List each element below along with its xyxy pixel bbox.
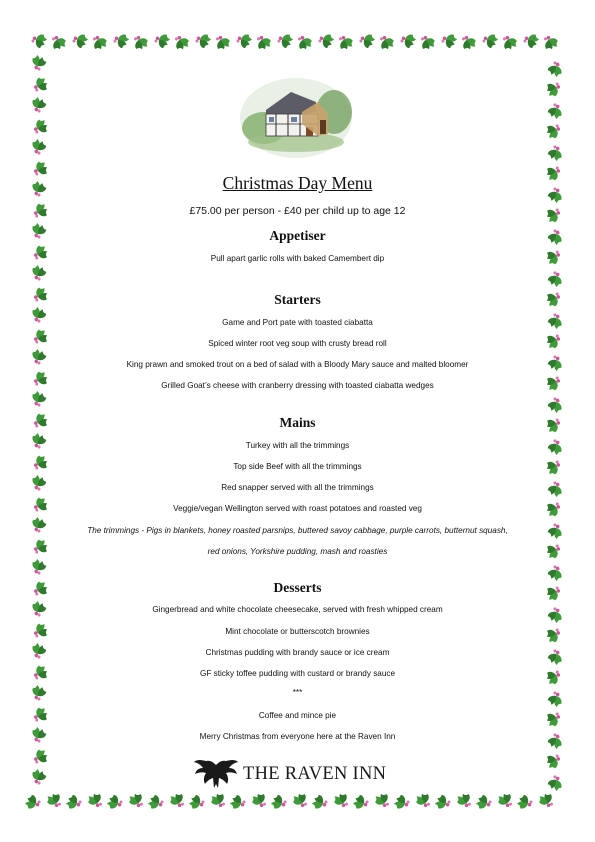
menu-item: King prawn and smoked trout on a bed of salad with a Bloody Mary sauce and malted bloomer: [126, 360, 469, 369]
holly-sprig: [440, 33, 459, 50]
holly-sprig: [546, 228, 563, 247]
holly-sprig: [543, 121, 561, 141]
holly-sprig: [269, 793, 288, 810]
holly-sprig: [317, 33, 336, 50]
holly-sprig: [496, 790, 516, 808]
holly-sprig: [32, 285, 50, 305]
menu-item: Christmas pudding with brandy sauce or ice cream: [205, 648, 390, 657]
holly-sprig: [399, 33, 418, 50]
border-right: [543, 60, 563, 793]
holly-sprig: [546, 396, 563, 415]
holly-sprig: [546, 186, 563, 205]
holly-sprig: [433, 793, 452, 810]
section-heading-appetiser: Appetiser: [269, 228, 326, 243]
holly-sprig: [543, 289, 561, 309]
holly-sprig: [543, 415, 561, 435]
holly-sprig: [417, 34, 437, 52]
holly-sprig: [373, 790, 393, 808]
closing-item: Coffee and mince pie: [258, 711, 337, 720]
holly-sprig: [31, 137, 48, 156]
menu-title: Christmas Day Menu: [222, 173, 373, 193]
holly-sprig: [31, 389, 48, 408]
holly-sprig: [546, 270, 563, 289]
menu-item: Game and Port pate with toasted ciabatta: [222, 318, 373, 327]
menu-item: Red snapper served with all the trimmings: [221, 483, 374, 492]
holly-sprig: [546, 564, 563, 583]
holly-sprig: [276, 33, 295, 50]
menu-item: Mint chocolate or butterscotch brownies: [225, 627, 370, 636]
raven-inn-logo: [193, 758, 403, 792]
holly-sprig: [253, 34, 273, 52]
holly-sprig: [228, 793, 247, 810]
holly-sprig: [23, 793, 42, 810]
holly-sprig: [31, 557, 48, 576]
menu-item: Spiced winter root veg soup with crusty bread roll: [208, 339, 387, 348]
inn-building-illustration: [236, 72, 356, 160]
border-bottom: [23, 790, 557, 810]
holly-sprig: [153, 33, 172, 50]
holly-sprig: [146, 793, 165, 810]
holly-sprig: [168, 790, 188, 808]
holly-sprig: [543, 79, 561, 99]
menu-item: Top side Beef with all the trimmings: [233, 462, 362, 471]
holly-sprig: [31, 179, 48, 198]
holly-sprig: [546, 60, 563, 79]
holly-sprig: [543, 205, 561, 225]
holly-sprig: [32, 747, 50, 767]
holly-sprig: [32, 75, 50, 95]
menu-item: Veggie/vegan Wellington served with roast potatoes and roasted veg: [173, 504, 422, 513]
closing-message: Merry Christmas from everyone here at the Raven Inn: [199, 732, 396, 741]
menu-item: GF sticky toffee pudding with custard or brandy sauce: [199, 669, 396, 678]
section-heading-mains: Mains: [279, 415, 316, 430]
holly-sprig: [515, 793, 534, 810]
holly-sprig: [31, 53, 48, 72]
holly-sprig: [64, 793, 83, 810]
holly-sprig: [127, 790, 147, 808]
holly-sprig: [250, 790, 270, 808]
holly-sprig: [335, 34, 355, 52]
holly-sprig: [537, 790, 557, 808]
menu-item: Turkey with all the trimmings: [245, 441, 350, 450]
holly-sprig: [546, 102, 563, 121]
holly-sprig: [291, 790, 311, 808]
section-heading-desserts: Desserts: [273, 580, 322, 595]
holly-sprig: [105, 793, 124, 810]
holly-sprig: [86, 790, 106, 808]
menu-item: Gingerbread and white chocolate cheesecake, served with fresh whipped cream: [152, 605, 443, 614]
holly-sprig: [32, 117, 50, 137]
holly-sprig: [31, 263, 48, 282]
holly-sprig: [32, 411, 50, 431]
holly-sprig: [171, 34, 191, 52]
holly-sprig: [540, 34, 560, 52]
holly-sprig: [31, 767, 48, 786]
holly-sprig: [212, 34, 232, 52]
holly-sprig: [543, 751, 561, 771]
holly-sprig: [235, 33, 254, 50]
holly-sprig: [48, 34, 68, 52]
menu-price: £75.00 per person - £40 per child up to age 12: [189, 205, 406, 217]
holly-sprig: [358, 33, 377, 50]
holly-sprig: [30, 33, 49, 50]
border-top: [30, 33, 560, 53]
section-heading-starters: Starters: [274, 292, 321, 307]
holly-sprig: [392, 793, 411, 810]
holly-sprig: [351, 793, 370, 810]
menu-item: Pull apart garlic rolls with baked Camembert dip: [210, 254, 385, 263]
holly-sprig: [187, 793, 206, 810]
holly-sprig: [481, 33, 500, 50]
holly-sprig: [499, 34, 519, 52]
holly-sprig: [474, 793, 493, 810]
trimmings-note: red onions, Yorkshire pudding, mash and roasties: [207, 547, 388, 556]
menu-item: Grilled Goat’s cheese with cranberry dressing with toasted ciabatta wedges: [161, 381, 434, 390]
trimmings-note: The trimmings - Pigs in blankets, honey roasted parsnips, buttered savoy cabbage, purple carrots, butternut squash,: [87, 526, 508, 535]
holly-sprig: [32, 159, 50, 179]
holly-sprig: [112, 33, 131, 50]
holly-sprig: [209, 790, 229, 808]
separator: ***: [292, 688, 303, 697]
holly-sprig: [32, 201, 50, 221]
holly-sprig: [32, 579, 50, 599]
holly-sprig: [294, 34, 314, 52]
holly-sprig: [546, 774, 563, 793]
holly-sprig: [31, 95, 48, 114]
raven-icon: [193, 758, 239, 790]
holly-sprig: [130, 34, 150, 52]
holly-sprig: [71, 33, 90, 50]
holly-sprig: [31, 221, 48, 240]
logo-text: THE RAVEN INN: [243, 764, 387, 784]
holly-sprig: [310, 793, 329, 810]
holly-sprig: [546, 144, 563, 163]
holly-sprig: [376, 34, 396, 52]
holly-sprig: [543, 583, 561, 603]
holly-sprig: [458, 34, 478, 52]
holly-sprig: [194, 33, 213, 50]
holly-sprig: [414, 790, 434, 808]
holly-sprig: [522, 33, 541, 50]
holly-sprig: [45, 790, 65, 808]
holly-sprig: [455, 790, 475, 808]
holly-sprig: [543, 163, 561, 183]
holly-sprig: [89, 34, 109, 52]
holly-sprig: [332, 790, 352, 808]
